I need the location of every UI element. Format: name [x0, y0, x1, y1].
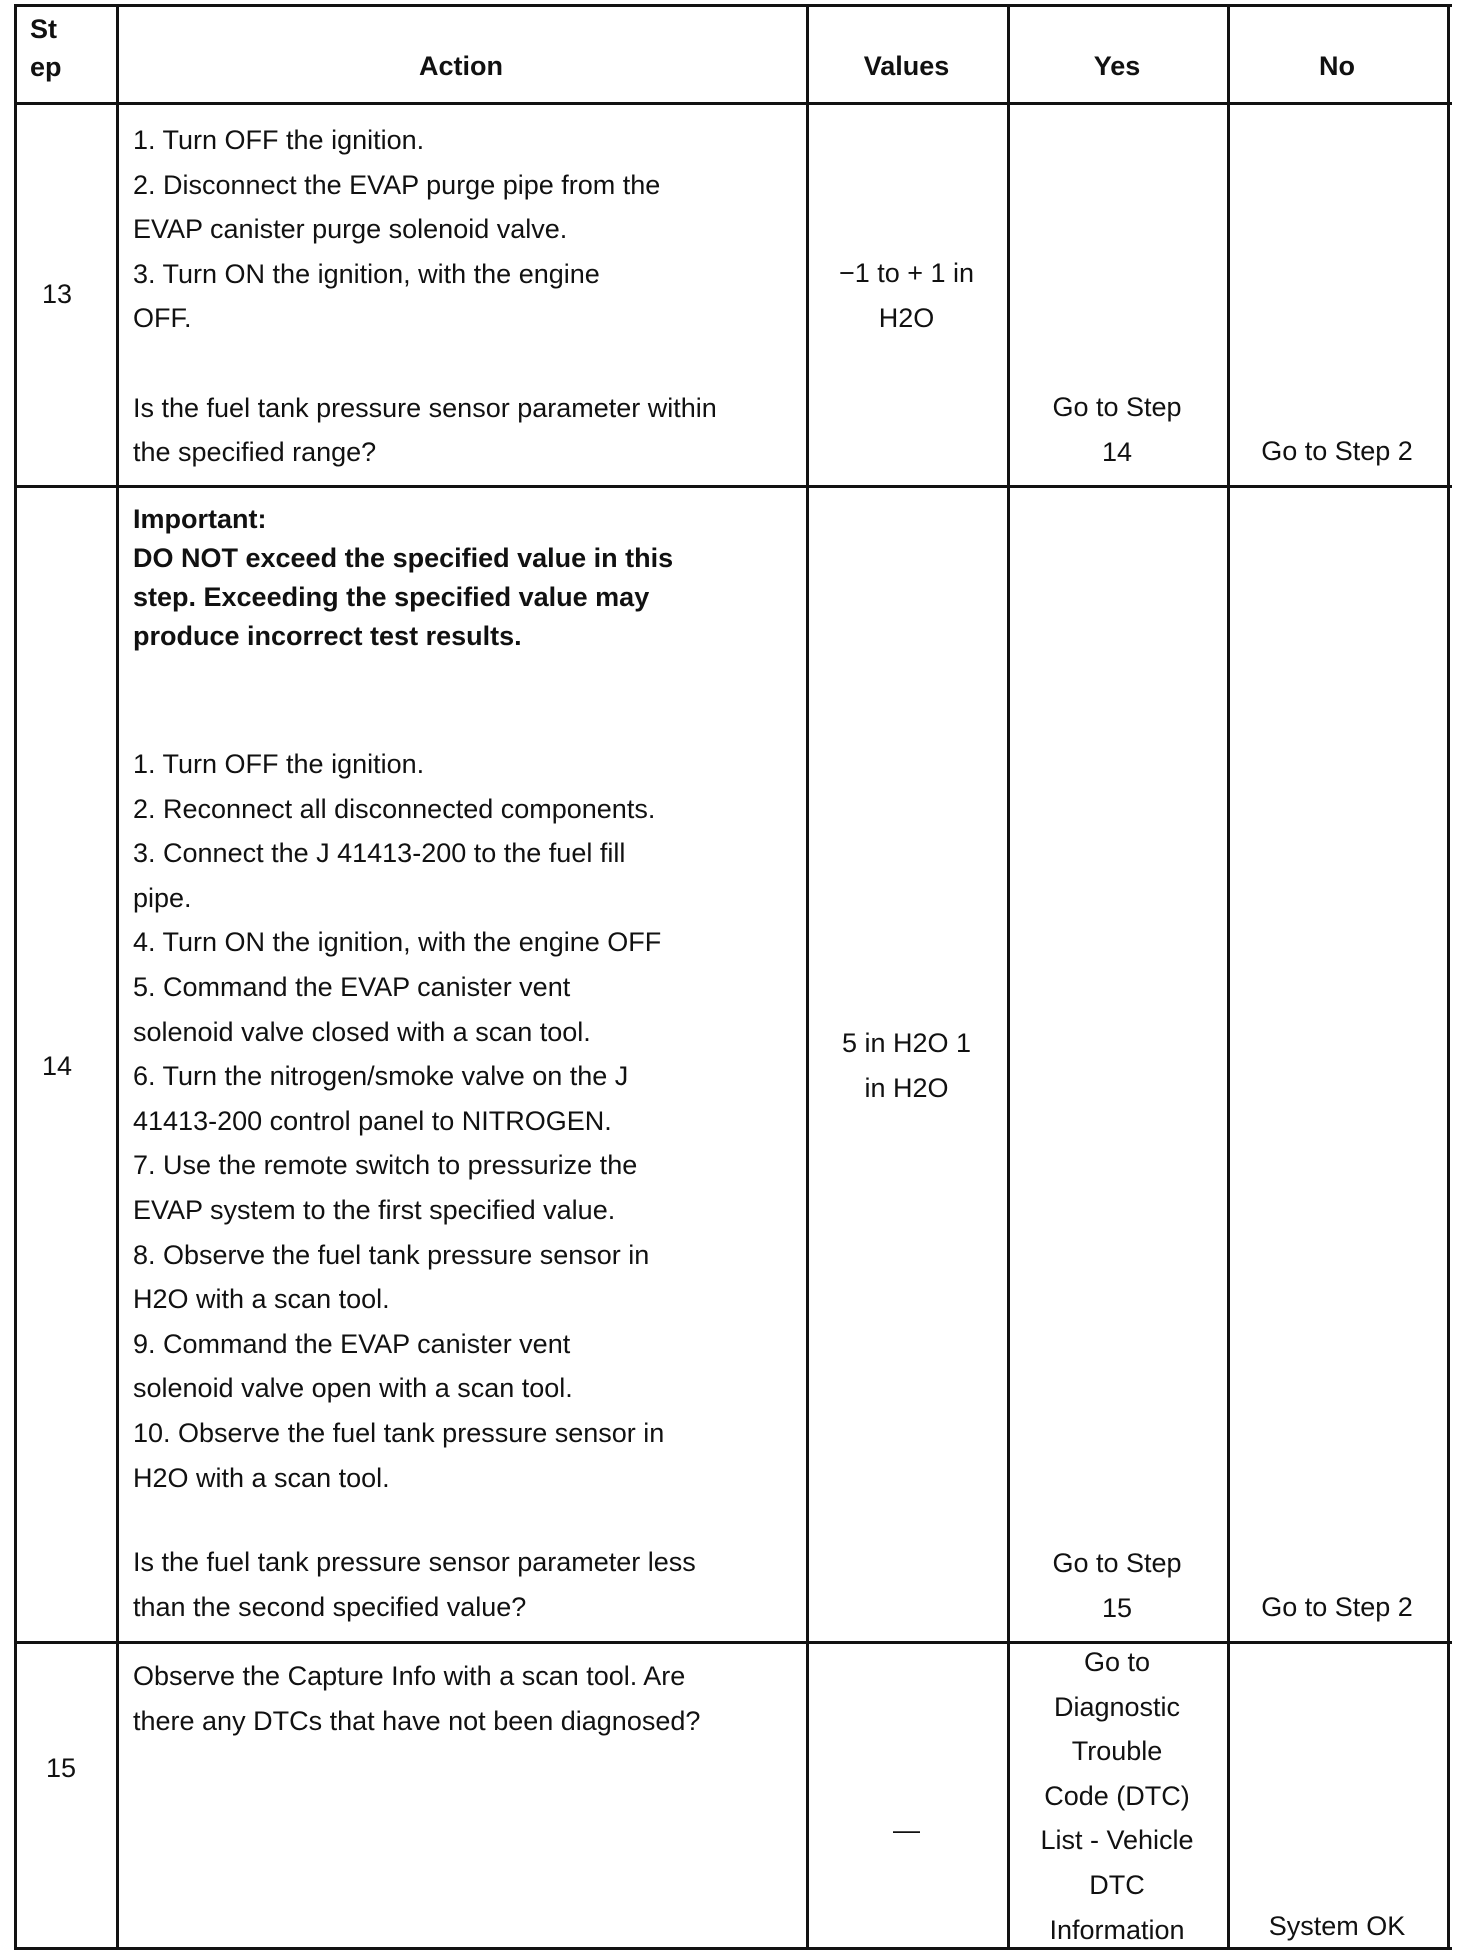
grid-line — [14, 4, 1452, 7]
yes-text: Go to Diagnostic Trouble Code (DTC) List - Vehicle DTC Information — [1040, 1647, 1194, 1945]
grid-line — [1227, 4, 1230, 1950]
header-step: St ep — [30, 14, 62, 82]
grid-line — [14, 1641, 1452, 1644]
yes-text: Go to Step 15 — [1052, 1548, 1182, 1623]
grid-line — [1447, 4, 1450, 1950]
header-yes: Yes — [1093, 51, 1141, 81]
action-text: 1. Turn OFF the ignition. 2. Disconnect the EVAP purge pipe from the EVAP canister purge solenoid valve. 3. Turn ON the ignition, with the engine OFF. Is the fuel tank pressure sensor parameter within the specified range? — [133, 125, 717, 468]
step-number: 13 — [42, 279, 73, 309]
grid-line — [14, 4, 17, 1950]
action-text: 1. Turn OFF the ignition. 2. Reconnect all disconnected components. 3. Connect the J 41413-200 to the fuel fill pipe. 4. Turn ON the ignition, with the engine OFF 5. Command the EVAP canister vent solenoid valve closed with a scan tool. 6. Turn the nitrogen/smoke valve on the J 41413-200 control panel to NITROGEN. 7. Use the remote switch to pressurize the EVAP system to the first specified value. 8. Observe the fuel tank pressure sensor in H2O with a scan tool. 9. Command the EVAP canister vent solenoid valve open with a scan tool. 10. Observe the fuel tank pressure sensor in H2O with a scan tool. Is the fuel tank pressure sensor parameter less than the second specified value? — [133, 749, 696, 1622]
grid-line — [14, 485, 1452, 488]
header-values: Values — [863, 51, 950, 81]
grid-line — [14, 102, 1452, 105]
header-action: Action — [419, 51, 503, 81]
no-text: Go to Step 2 — [1261, 436, 1413, 466]
step-number: 14 — [42, 1051, 73, 1081]
action-text: Observe the Capture Info with a scan tool. Are there any DTCs that have not been diagnosed? — [133, 1661, 701, 1736]
important-note: Important: DO NOT exceed the specified value in this step. Exceeding the specified value may produce incorrect test results. — [133, 504, 674, 651]
grid-line — [116, 4, 119, 1950]
yes-text: Go to Step 14 — [1052, 392, 1182, 467]
values-text: −1 to + 1 in H2O — [838, 258, 975, 333]
values-text: 5 in H2O 1 in H2O — [841, 1028, 972, 1103]
no-text: Go to Step 2 — [1261, 1592, 1413, 1622]
step-number: 15 — [46, 1753, 77, 1783]
no-text: System OK — [1268, 1911, 1406, 1941]
values-text: — — [893, 1815, 920, 1845]
header-no: No — [1319, 51, 1355, 81]
